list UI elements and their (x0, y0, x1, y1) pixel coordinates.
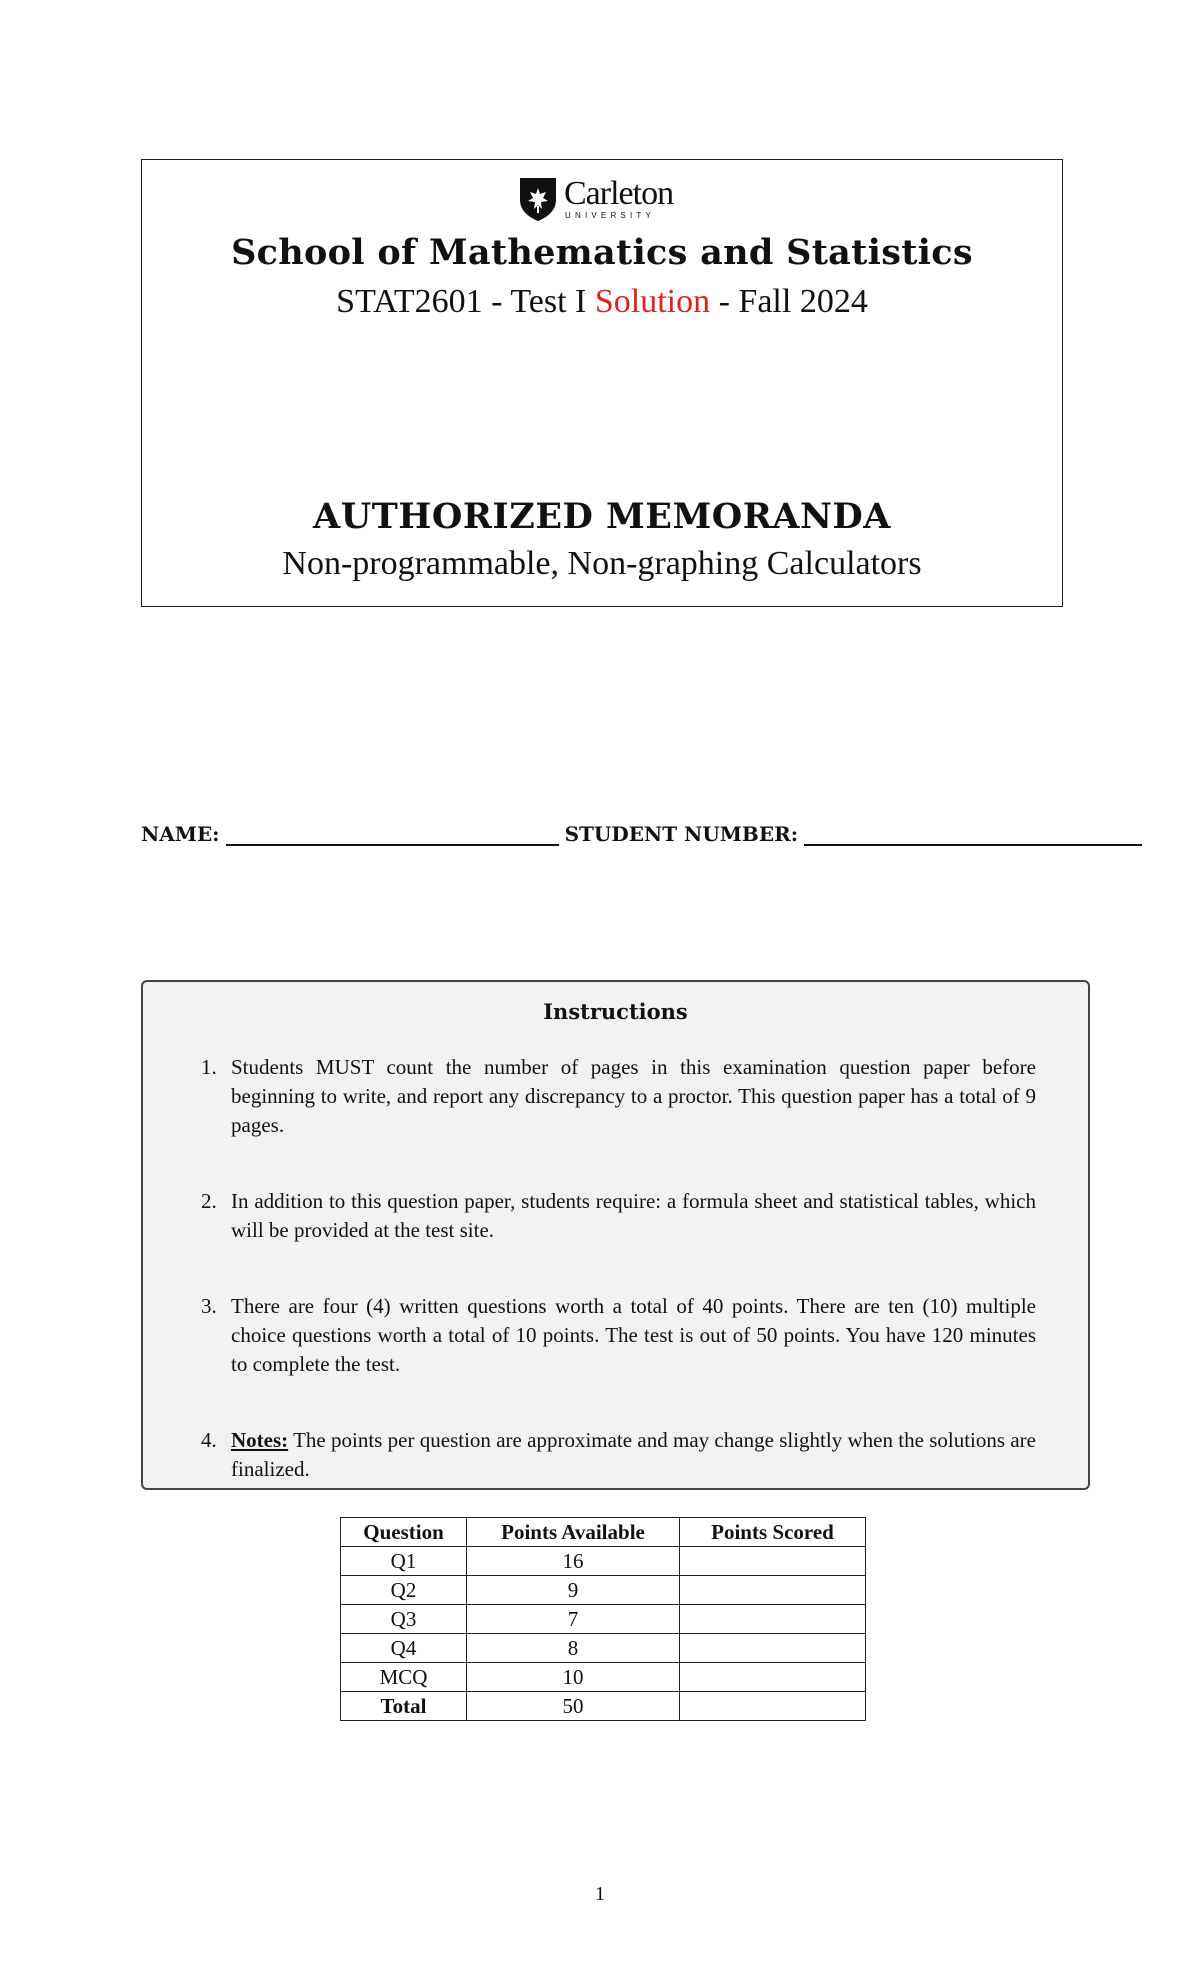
table-total-row (341, 1692, 866, 1721)
table-row (341, 1547, 866, 1576)
name-field[interactable] (226, 824, 559, 846)
question-cell: Q3 (341, 1605, 467, 1634)
instructions-list (201, 1053, 1036, 1484)
question-cell: Q2 (341, 1576, 467, 1605)
points-available-cell: 7 (467, 1605, 680, 1634)
course-title (142, 283, 1062, 321)
instruction-text: Students MUST count the number of pages in this examination question paper before beginning to write, and report any discrepancy to a proctor. This question paper has a total of 9 pages. (231, 1055, 1036, 1137)
points-scored-cell[interactable] (680, 1692, 866, 1721)
memoranda-title: AUTHORIZED MEMORANDA (313, 496, 891, 537)
instruction-text: There are four (4) written questions worth a total of 40 points. There are ten (10) multiple choice questions worth a total of 10 points. The test is out of 50 points. You have 120 minutes to complete the test. (231, 1294, 1036, 1376)
points-scored-cell[interactable] (680, 1547, 866, 1576)
question-cell: Total (341, 1692, 467, 1721)
instruction-number: 1. (201, 1055, 217, 1079)
points-scored-cell[interactable] (680, 1576, 866, 1605)
course-prefix: STAT2601 - Test I (336, 283, 595, 320)
instruction-item (201, 1053, 1036, 1140)
memoranda-subtitle: Non-programmable, Non-graphing Calculators (282, 545, 922, 582)
score-table (340, 1517, 866, 1721)
university-logo (518, 175, 673, 223)
student-number-field[interactable] (804, 824, 1142, 846)
header-box (141, 159, 1063, 607)
question-cell: Q4 (341, 1634, 467, 1663)
instruction-number: 4. (201, 1428, 217, 1452)
instruction-text: The points per question are approximate and may change slightly when the solutions are finalized. (231, 1428, 1036, 1481)
question-cell: MCQ (341, 1663, 467, 1692)
page-number: 1 (595, 1883, 605, 1905)
table-row (341, 1634, 866, 1663)
points-scored-cell[interactable] (680, 1663, 866, 1692)
logo-subtitle: UNIVERSITY (565, 211, 656, 220)
question-cell: Q1 (341, 1547, 467, 1576)
points-available-cell: 50 (467, 1692, 680, 1721)
instructions-box (141, 980, 1090, 1490)
instruction-item (201, 1426, 1036, 1484)
table-header-row (341, 1518, 866, 1547)
column-header-question: Question (341, 1518, 467, 1547)
table-row (341, 1605, 866, 1634)
course-suffix: - Fall 2024 (710, 283, 868, 320)
column-header-points-available: Points Available (467, 1518, 680, 1547)
points-scored-cell[interactable] (680, 1634, 866, 1663)
instruction-item (201, 1187, 1036, 1245)
instructions-title: Instructions (543, 999, 688, 1024)
table-row (341, 1663, 866, 1692)
points-available-cell: 9 (467, 1576, 680, 1605)
name-label: NAME: (141, 822, 220, 846)
solution-word: Solution (594, 283, 711, 320)
identity-line (141, 822, 1148, 846)
column-header-points-scored: Points Scored (680, 1518, 866, 1547)
instruction-number: 2. (201, 1189, 217, 1213)
instruction-text: In addition to this question paper, students require: a formula sheet and statistical tables, which will be provided at the test site. (231, 1189, 1036, 1242)
points-available-cell: 16 (467, 1547, 680, 1576)
shield-icon (518, 176, 558, 222)
logo-wordmark: Carleton (564, 175, 674, 212)
instruction-item (201, 1292, 1036, 1379)
points-scored-cell[interactable] (680, 1605, 866, 1634)
student-number-label: STUDENT NUMBER: (564, 822, 799, 846)
notes-label: Notes: (231, 1428, 289, 1452)
table-row (341, 1576, 866, 1605)
instruction-number: 3. (201, 1294, 217, 1318)
points-available-cell: 8 (467, 1634, 680, 1663)
school-title: School of Mathematics and Statistics (231, 232, 973, 273)
points-available-cell: 10 (467, 1663, 680, 1692)
